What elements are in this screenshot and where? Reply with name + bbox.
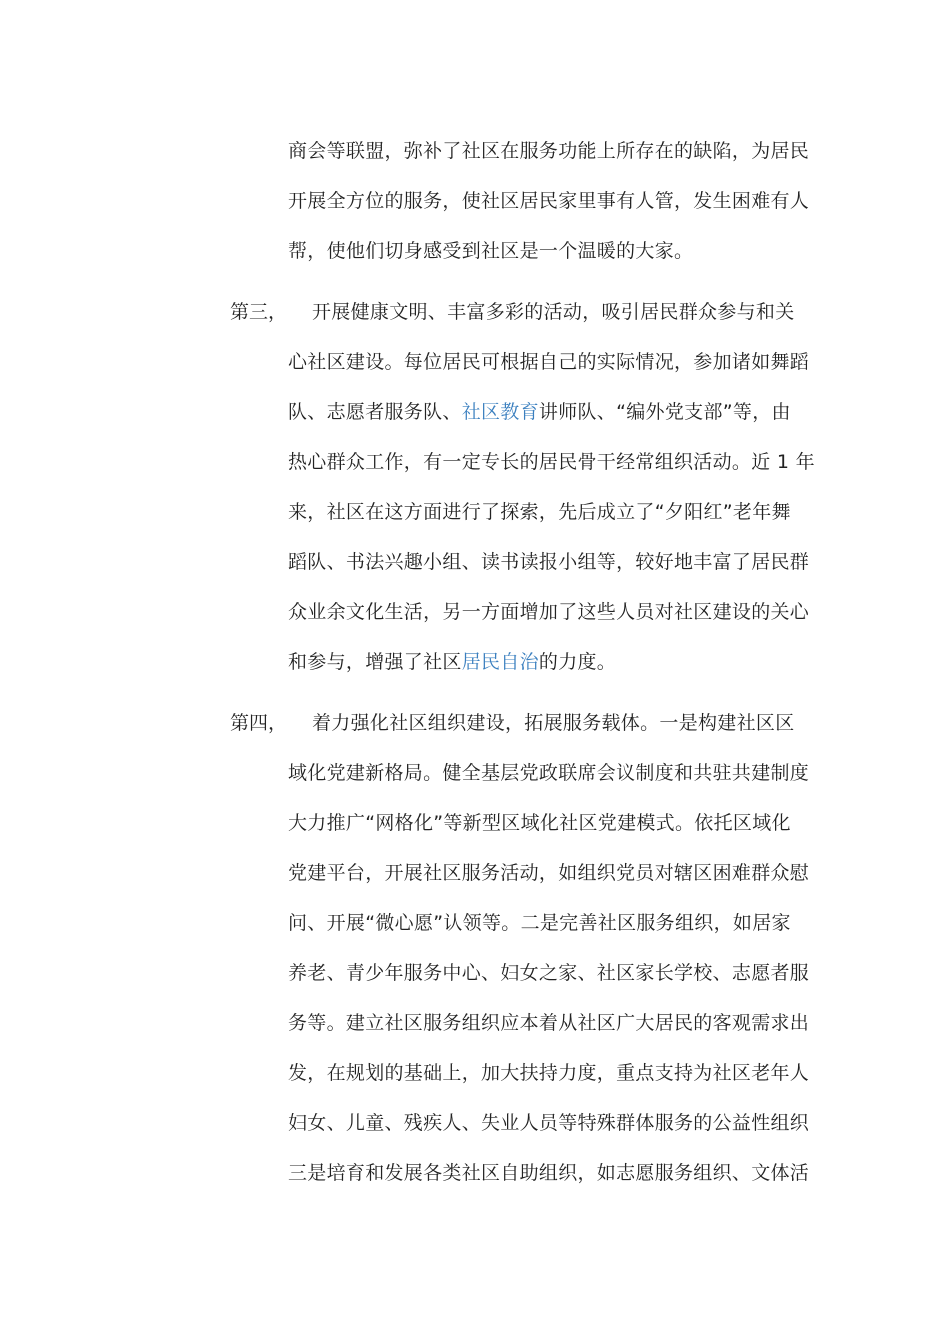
paragraph-line xyxy=(288,649,616,675)
paragraph-line: 蹈队、书法兴趣小组、读书读报小组等，较好地丰富了居民群 xyxy=(288,551,810,573)
section-marker-third: 第三， xyxy=(230,301,288,323)
line-text: 的力度。 xyxy=(538,651,617,673)
section-marker-fourth: 第四， xyxy=(230,712,288,734)
paragraph-line: 妇女、儿童、残疾人、失业人员等特殊群体服务的公益性组织 xyxy=(288,1112,810,1134)
paragraph-line: 商会等联盟，弥补了社区在服务功能上所存在的缺陷，为居民 xyxy=(288,140,810,162)
paragraph-line: 三是培育和发展各类社区自助组织，如志愿服务组织、文体活 xyxy=(288,1162,810,1184)
paragraph-line: 着力强化社区组织建设，拓展服务载体。一是构建社区区 xyxy=(312,712,795,734)
paragraph-line: 帮，使他们切身感受到社区是一个温暖的大家。 xyxy=(288,240,694,262)
paragraph-line: 热心群众工作，有一定专长的居民骨干经常组织活动。近 1 年 xyxy=(288,451,815,473)
paragraph-line: 来，社区在这方面进行了探索，先后成立了“夕阳红”老年舞 xyxy=(288,501,791,523)
community-education-link[interactable]: 社区教育 xyxy=(461,401,539,423)
paragraph-line: 众业余文化生活，另一方面增加了这些人员对社区建设的关心 xyxy=(288,601,810,623)
paragraph-line: 大力推广“网格化”等新型区域化社区党建模式。依托区域化 xyxy=(288,812,791,834)
paragraph-line: 开展全方位的服务，使社区居民家里事有人管，发生困难有人 xyxy=(288,190,810,212)
paragraph-line: 党建平台，开展社区服务活动，如组织党员对辖区困难群众慰 xyxy=(288,862,810,884)
paragraph-line: 发，在规划的基础上，加大扶持力度，重点支持为社区老年人 xyxy=(288,1062,810,1084)
paragraph-line: 养老、青少年服务中心、妇女之家、社区家长学校、志愿者服 xyxy=(288,962,810,984)
paragraph-line: 问、开展“微心愿”认领等。二是完善社区服务组织，如居家 xyxy=(288,912,791,934)
paragraph-line: 心社区建设。每位居民可根据自己的实际情况，参加诸如舞蹈 xyxy=(288,351,810,373)
paragraph-line: 域化党建新格局。健全基层党政联席会议制度和共驻共建制度 xyxy=(288,762,810,784)
paragraph-line: 务等。建立社区服务组织应本着从社区广大居民的客观需求出 xyxy=(288,1012,810,1034)
line-text: 和参与，增强了社区 xyxy=(288,651,462,673)
paragraph-line: 开展健康文明、丰富多彩的活动，吸引居民群众参与和关 xyxy=(312,301,795,323)
resident-autonomy-link[interactable]: 居民自治 xyxy=(461,651,539,673)
paragraph-line xyxy=(288,399,791,425)
line-text: 队、志愿者服务队、 xyxy=(288,401,462,423)
line-text: 讲师队、“编外党支部”等，由 xyxy=(538,401,791,423)
